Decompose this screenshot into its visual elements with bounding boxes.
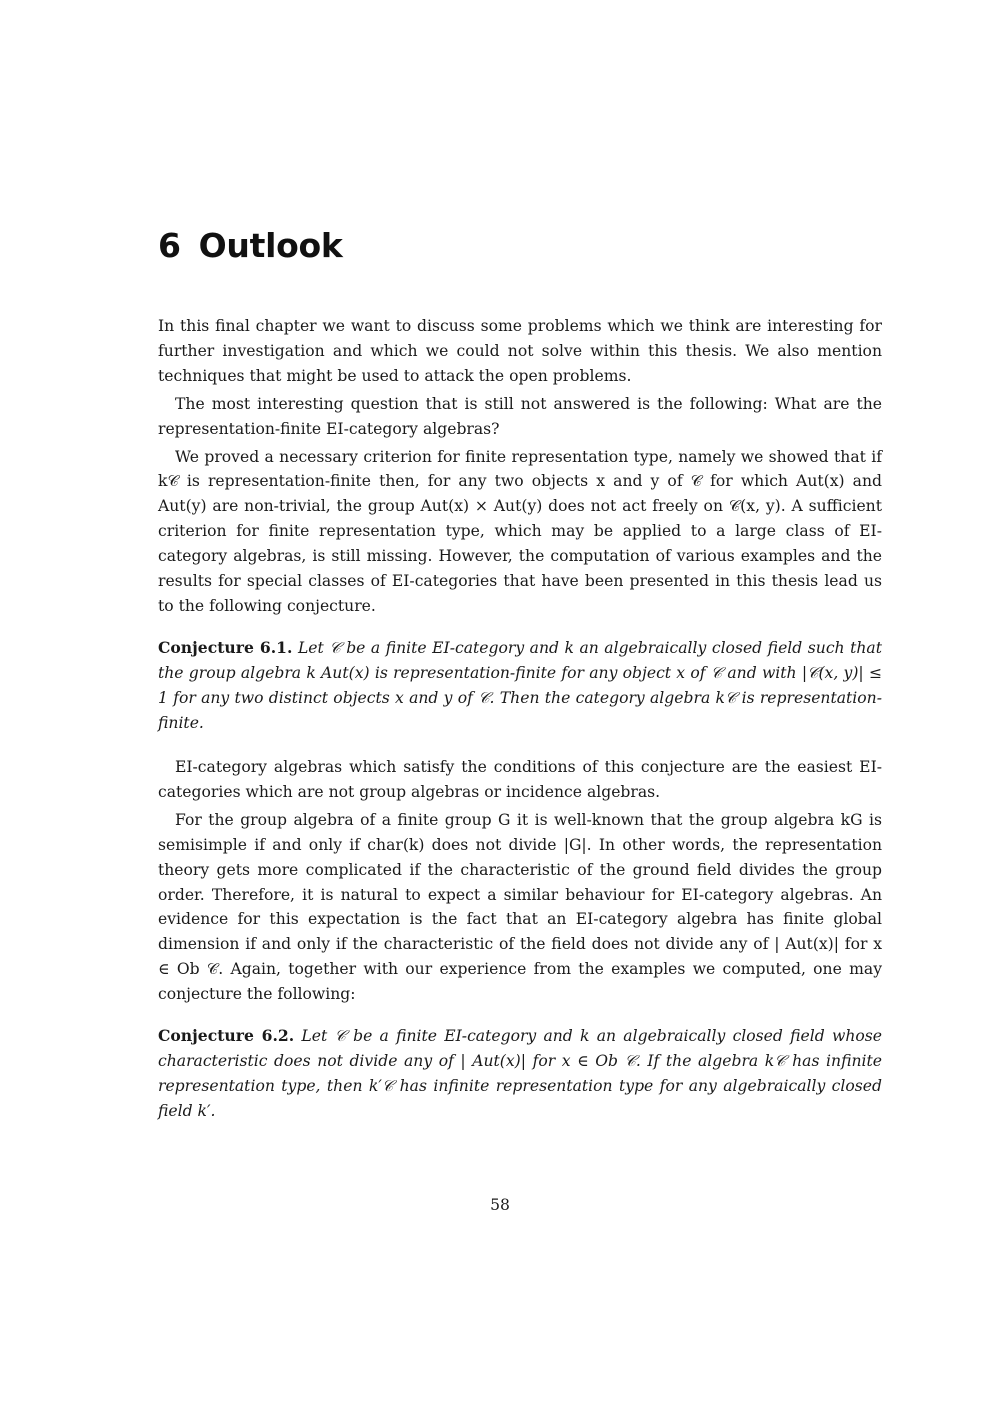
paragraph-2: The most interesting question that is still not answered is the following: What are the representation-finite EI-category algebras? [158, 394, 882, 438]
intro-section [158, 314, 882, 619]
conjecture-6-1 [158, 636, 882, 736]
paragraph-1: In this final chapter we want to discuss some problems which we think are interesting for further investigation and which we could not solve within this thesis. We also mention techniques that might be used to attack the open problems. [158, 317, 882, 385]
chapter-number: 6 [158, 226, 181, 265]
conjecture-text: Let 𝒞 be a finite EI-category and k an algebraically closed field such that the group algebra k Aut(x) is representation-finite for any object x of 𝒞 and with |𝒞(x, y)| ≤ 1 for any two distinct objects x and y of 𝒞. Then the category algebra k𝒞 is representation-finite. [158, 639, 882, 732]
paragraph-5: For the group algebra of a finite group G it is well-known that the group algebra kG is semisimple if and only if char(k) does not divide |G|. In other words, the representation theory gets more complicated if the characteristic of the ground field divides the group order. Therefore, it is natural to expect a similar behaviour for EI-category algebras. An evidence for this expectation is the fact that an EI-category algebra has finite global dimension if and only if the characteristic of the field does not divide any of | Aut(x)| for x ∈ Ob 𝒞. Again, together with our experience from the examples we computed, one may conjecture the following: [158, 810, 882, 1004]
conjecture-text: Let 𝒞 be a finite EI-category and k an algebraically closed field whose characteristic does not divide any of | Aut(x)| for x ∈ Ob 𝒞. If the algebra k𝒞 has infinite representation type, then k′𝒞 has infinite representation type for any algebraically closed field k′. [158, 1027, 882, 1120]
conjecture-label: Conjecture 6.1. [158, 638, 293, 657]
conjecture-label: Conjecture 6.2. [158, 1026, 295, 1045]
chapter-title: Outlook [198, 226, 343, 265]
chapter-heading [158, 226, 343, 265]
paragraph-3: We proved a necessary criterion for finite representation type, namely we showed that if k𝒞 is representation-finite then, for any two objects x and y of 𝒞 for which Aut(x) and Aut(y) are non-trivial, the group Aut(x) × Aut(y) does not act freely on 𝒞(x, y). A sufficient criterion for finite representation type, which may be applied to a large class of EI-category algebras, is still missing. However, the computation of various examples and the results for special classes of EI-categories that have been presented in this thesis lead us to the following conjecture. [158, 447, 882, 615]
paragraph-4: EI-category algebras which satisfy the conditions of this conjecture are the easiest EI-categories which are not group algebras or incidence algebras. [158, 758, 882, 801]
discussion-section [158, 755, 882, 1007]
page-number: 58 [490, 1196, 510, 1214]
conjecture-6-2 [158, 1024, 882, 1124]
